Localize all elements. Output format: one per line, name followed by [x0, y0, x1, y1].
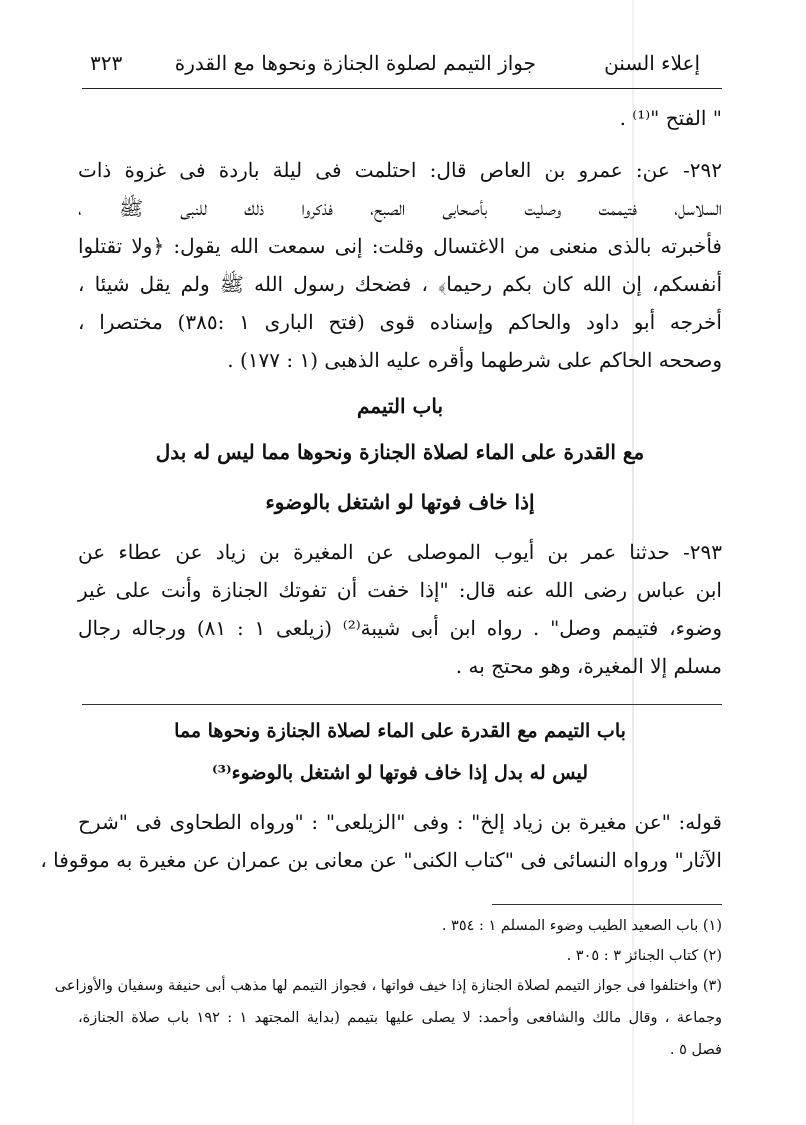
section-heading: مع القدرة على الماء لصلاة الجنازة ونحوها مما ليس له بدل [155, 440, 645, 464]
text-line: ٢٩٣- حدثنا عمر بن أيوب الموصلى عن المغيرة بن زياد عن عطاء عن [78, 540, 722, 564]
section-heading: باب التيمم [356, 394, 444, 418]
running-head-book: إعلاء السنن [604, 51, 700, 75]
text-line: " الفتح "⁽¹⁾ . [619, 106, 722, 130]
footnote: فصل ٥ . [669, 1042, 722, 1058]
text-line: الآثار" ورواه النسائى فى "كتاب الكنى" عن معانى بن عمران عن مغيرة به موقوفا ، [40, 848, 722, 872]
text-line: ٢٩٢- عن: عمرو بن العاص قال: احتلمت فى ليلة باردة فى غزوة ذات [78, 158, 722, 182]
footnote: (٣) واختلفوا فى جواز التيمم لصلاة الجنازة إذا خيف فواتها ، فجواز التيمم لها مذهب أبى حنيفة وسفيان والأوزاعى [54, 978, 722, 994]
commentary-heading: ليس له بدل إذا خاف فوتها لو اشتغل بالوضوء⁽³⁾ [211, 762, 588, 784]
header-rule [82, 88, 722, 89]
footnote: (١) باب الصعيد الطيب وضوء المسلم ١ : ٣٥٤ . [441, 918, 722, 934]
text-line: وضوء، فتيمم وصل" . رواه ابن أبى شيبة⁽²⁾ (زيلعى ١ : ٨١) ورجاله رجال [78, 616, 722, 640]
section-heading: إذا خاف فوتها لو اشتغل بالوضوء [265, 490, 535, 514]
page-number: ٣٢٣ [90, 51, 123, 75]
text-line: ابن عباس رضى الله عنه قال: "إذا خفت أن تفوتك الجنازة وأنت على غير [78, 578, 722, 602]
commentary-rule [82, 704, 722, 705]
text-line: أخرجه أبو داود والحاكم وإسناده قوى (فتح البارى ١ :٣٨٥) مختصرا ، [78, 310, 722, 334]
text-line: وصححه الحاكم على شرطهما وأقره عليه الذهبى (١ : ١٧٧) . [227, 348, 722, 372]
text-line: قوله: "عن مغيرة بن زياد إلخ" : وفى "الزيلعى" : "ورواه الطحاوى فى "شرح [78, 810, 722, 834]
footnote: (٢) كتاب الجنائز ٣ : ٣٠٥ . [566, 948, 722, 964]
text-line: مسلم إلا المغيرة، وهو محتج به . [455, 654, 722, 678]
text-line: السلاسل، فتيممت وصليت بأصحابى الصبح، فذكروا ذلك للنبى ﷺ ، [78, 196, 722, 220]
running-head-title: جواز التيمم لصلوة الجنازة ونحوها مع القدرة [174, 51, 536, 75]
footnote-rule [492, 904, 722, 905]
text-line: فأخبرته بالذى منعنى من الاغتسال وقلت: إنى سمعت الله يقول: ﴿ولا تقتلوا [78, 234, 722, 258]
text-line: أنفسكم، إن الله كان بكم رحيما﴾ ، فضحك رسول الله ﷺ ولم يقل شيئا ، [78, 272, 722, 296]
footnote: وجماعة ، وقال مالك والشافعى وأحمد: لا يصلى عليها بتيمم (بداية المجتهد ١ : ١٩٢ باب صلاة الجنازة، [78, 1010, 722, 1026]
commentary-heading: باب التيمم مع القدرة على الماء لصلاة الجنازة ونحوها مما [174, 720, 626, 742]
